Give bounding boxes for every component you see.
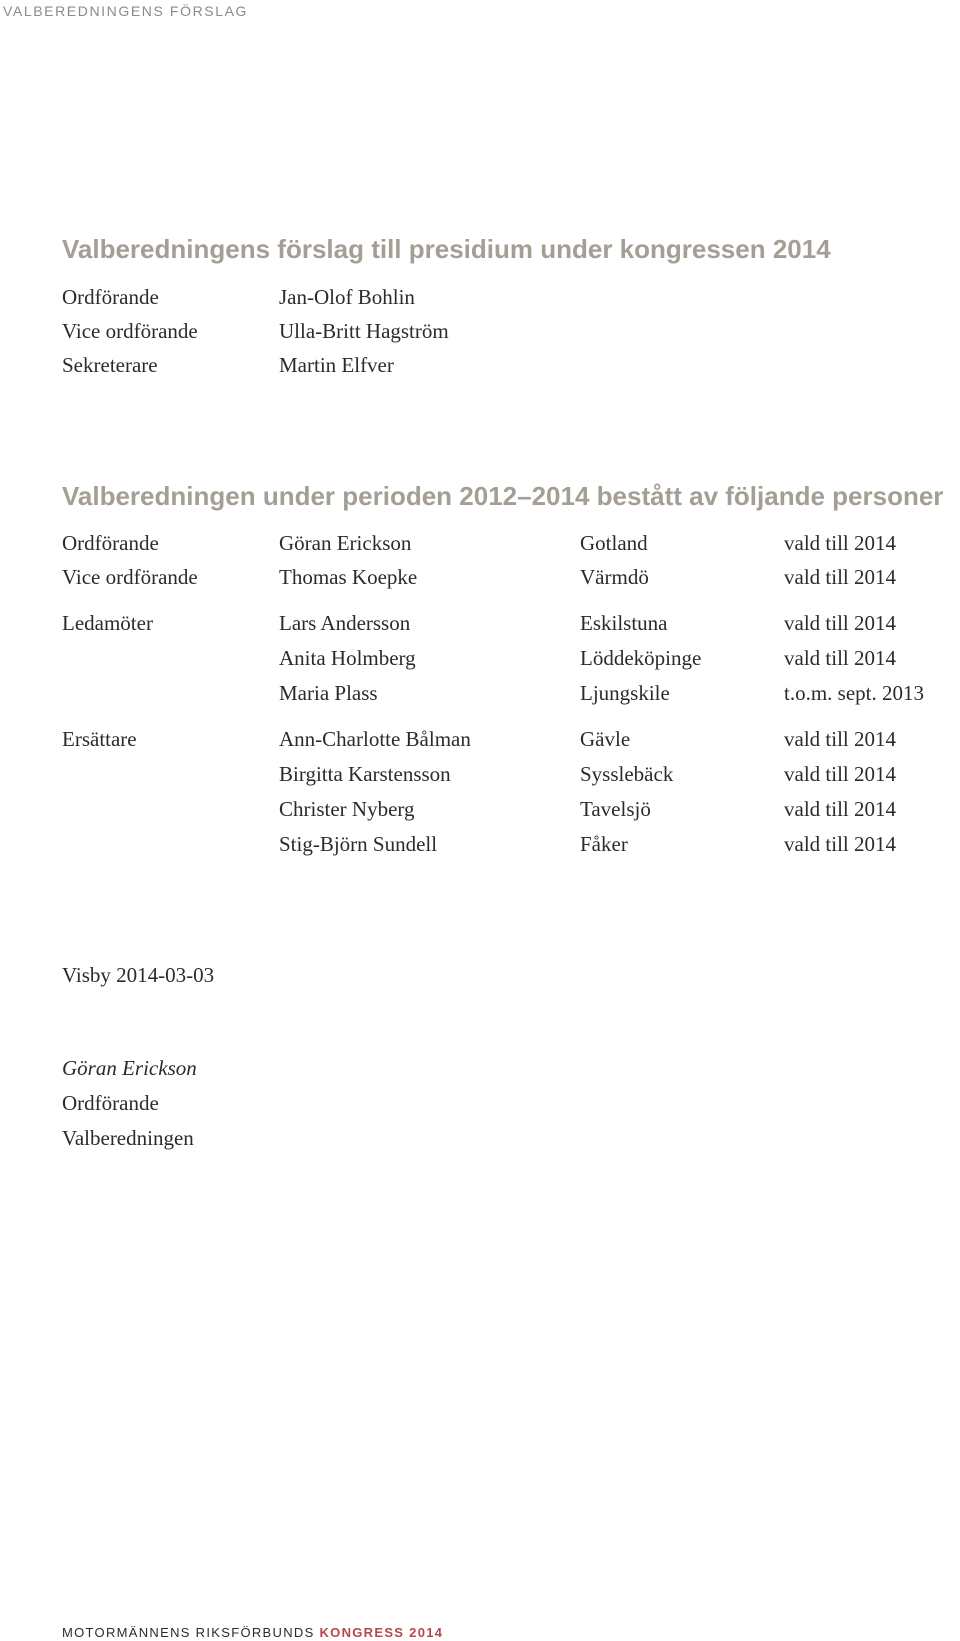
footer-event: KONGRESS 2014 [319,1625,444,1640]
presidium-row [0,350,960,380]
committee-row [0,643,960,673]
committee-role: Ersättare [62,727,137,751]
committee-term: vald till 2014 [784,832,896,856]
committee-role: Ledamöter [62,611,153,635]
committee-name: Maria Plass [279,681,378,705]
running-header: VALBEREDNINGENS FÖRSLAG [3,3,249,19]
committee-place: Sysslebäck [580,762,674,786]
committee-row [0,794,960,824]
committee-row [0,608,960,638]
committee-term: t.o.m. sept. 2013 [784,681,924,705]
committee-term: vald till 2014 [784,727,896,751]
footer-org: MOTORMÄNNENS RIKSFÖRBUNDS [62,1625,320,1640]
committee-place: Tavelsjö [580,797,651,821]
presidium-row [0,316,960,346]
committee-term: vald till 2014 [784,565,896,589]
committee-name: Anita Holmberg [279,646,416,670]
committee-name: Göran Erickson [279,531,412,555]
committee-row [0,528,960,558]
presidium-name: Jan-Olof Bohlin [279,285,415,309]
committee-row [0,829,960,859]
committee-name: Stig-Björn Sundell [279,832,438,856]
presidium-name: Ulla-Britt Hagström [279,319,449,343]
presidium-heading: Valberedningens förslag till presidium under kongressen 2014 [62,234,831,264]
committee-row [0,759,960,789]
committee-place: Gotland [580,531,648,555]
presidium-role: Ordförande [62,285,159,309]
committee-role: Ordförande [62,531,159,555]
presidium-row [0,282,960,312]
committee-name: Lars Andersson [279,611,411,635]
presidium-role: Sekreterare [62,353,158,377]
presidium-role: Vice ordförande [62,319,198,343]
signer-name: Göran Erickson [62,1056,197,1080]
committee-place: Ljungskile [580,681,670,705]
committee-place: Eskilstuna [580,611,668,635]
committee-name: Birgitta Karstensson [279,762,451,786]
committee-term: vald till 2014 [784,762,896,786]
committee-row [0,562,960,592]
committee-term: vald till 2014 [784,646,896,670]
committee-term: vald till 2014 [784,797,896,821]
committee-name: Thomas Koepke [279,565,418,589]
signer-title: Ordförande [62,1091,159,1115]
signer-organization: Valberedningen [62,1126,194,1150]
committee-role: Vice ordförande [62,565,198,589]
place-date: Visby 2014-03-03 [62,963,215,987]
committee-term: vald till 2014 [784,531,896,555]
committee-place: Värmdö [580,565,649,589]
page-footer [62,1625,443,1640]
committee-name: Ann-Charlotte Bålman [279,727,471,751]
committee-place: Löddeköpinge [580,646,702,670]
committee-place: Gävle [580,727,631,751]
committee-row [0,724,960,754]
committee-name: Christer Nyberg [279,797,415,821]
committee-place: Fåker [580,832,628,856]
presidium-name: Martin Elfver [279,353,394,377]
committee-term: vald till 2014 [784,611,896,635]
committee-heading: Valberedningen under perioden 2012–2014 bestått av följande personer [62,481,944,511]
committee-row [0,678,960,708]
